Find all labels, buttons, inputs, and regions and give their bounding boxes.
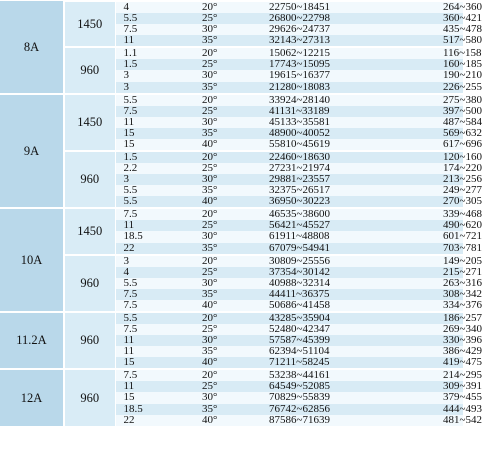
angle-cell: 20°: [196, 312, 243, 324]
pressure-cell: 249~277: [423, 185, 463, 196]
pressure-cell: 270~305: [423, 196, 463, 208]
airflow-cell: 43285~35904: [243, 312, 423, 324]
angle-cell: 35°: [196, 82, 243, 94]
table-row: [0, 255, 463, 267]
airflow-cell: 46535~38600: [243, 208, 423, 220]
power-cell: 15: [115, 128, 196, 139]
model-cell: 11.2A: [0, 312, 64, 369]
power-cell: 2.2: [115, 163, 196, 174]
angle-cell: 25°: [196, 267, 243, 278]
airflow-cell: 64549~52085: [243, 381, 423, 392]
angle-cell: 30°: [196, 70, 243, 81]
power-cell: 4: [115, 267, 196, 278]
airflow-cell: 26800~22798: [243, 13, 423, 24]
model-cell: 10A: [0, 208, 64, 312]
power-cell: 1.5: [115, 59, 196, 70]
pressure-cell: 419~475: [423, 357, 463, 369]
angle-cell: 25°: [196, 13, 243, 24]
angle-cell: 40°: [196, 300, 243, 312]
angle-cell: 30°: [196, 24, 243, 35]
pressure-cell: 275~380: [423, 94, 463, 106]
airflow-cell: 40988~32314: [243, 278, 423, 289]
angle-cell: 35°: [196, 185, 243, 196]
power-cell: 3: [115, 174, 196, 185]
power-cell: 3: [115, 70, 196, 81]
angle-cell: 30°: [196, 117, 243, 128]
speed-cell: 1450: [64, 94, 115, 151]
airflow-cell: 52480~42347: [243, 324, 423, 335]
power-cell: 18.5: [115, 404, 196, 415]
pressure-cell: 703~781: [423, 243, 463, 255]
airflow-cell: 15062~12215: [243, 47, 423, 59]
power-cell: 11: [115, 381, 196, 392]
angle-cell: 30°: [196, 335, 243, 346]
angle-cell: 30°: [196, 278, 243, 289]
angle-cell: 30°: [196, 392, 243, 403]
angle-cell: 35°: [196, 289, 243, 300]
table-row: [0, 312, 463, 324]
airflow-cell: 67079~54941: [243, 243, 423, 255]
angle-cell: 20°: [196, 1, 243, 13]
pressure-cell: 190~210: [423, 70, 463, 81]
airflow-cell: 27231~21974: [243, 163, 423, 174]
power-cell: 7.5: [115, 369, 196, 381]
pressure-cell: 120~160: [423, 151, 463, 163]
pressure-cell: 487~584: [423, 117, 463, 128]
speed-cell: 960: [64, 312, 115, 369]
speed-cell: 960: [64, 369, 115, 426]
airflow-cell: 62394~51104: [243, 346, 423, 357]
table-row: [0, 151, 463, 163]
power-cell: 5.5: [115, 196, 196, 208]
pressure-cell: 397~500: [423, 106, 463, 117]
model-cell: 12A: [0, 369, 64, 426]
angle-cell: 35°: [196, 346, 243, 357]
power-cell: 5.5: [115, 278, 196, 289]
airflow-cell: 50686~41458: [243, 300, 423, 312]
airflow-cell: 56421~45527: [243, 220, 423, 231]
airflow-cell: 41131~33189: [243, 106, 423, 117]
power-cell: 11: [115, 35, 196, 47]
pressure-cell: 226~255: [423, 82, 463, 94]
power-cell: 22: [115, 243, 196, 255]
airflow-cell: 44411~36375: [243, 289, 423, 300]
angle-cell: 20°: [196, 255, 243, 267]
power-cell: 7.5: [115, 324, 196, 335]
angle-cell: 20°: [196, 369, 243, 381]
pressure-cell: 308~342: [423, 289, 463, 300]
angle-cell: 30°: [196, 231, 243, 242]
airflow-cell: 32143~27313: [243, 35, 423, 47]
airflow-cell: 32375~26517: [243, 185, 423, 196]
airflow-cell: 22460~18630: [243, 151, 423, 163]
table-row: [0, 47, 463, 59]
angle-cell: 25°: [196, 324, 243, 335]
power-cell: 5.5: [115, 13, 196, 24]
speed-cell: 960: [64, 47, 115, 93]
pressure-cell: 213~256: [423, 174, 463, 185]
airflow-cell: 36950~30223: [243, 196, 423, 208]
power-cell: 1.5: [115, 151, 196, 163]
pressure-cell: 160~185: [423, 59, 463, 70]
pressure-cell: 601~721: [423, 231, 463, 242]
power-cell: 15: [115, 139, 196, 151]
angle-cell: 25°: [196, 59, 243, 70]
power-cell: 1.1: [115, 47, 196, 59]
pressure-cell: 264~360: [423, 1, 463, 13]
power-cell: 18.5: [115, 231, 196, 242]
pressure-cell: 379~455: [423, 392, 463, 403]
model-cell: 9A: [0, 94, 64, 209]
pressure-cell: 214~295: [423, 369, 463, 381]
table-body: [0, 1, 482, 426]
power-cell: 4: [115, 1, 196, 13]
angle-cell: 25°: [196, 220, 243, 231]
airflow-cell: 55810~45619: [243, 139, 423, 151]
airflow-cell: 37354~30142: [243, 267, 423, 278]
table-row: [0, 1, 463, 13]
airflow-cell: 17743~15095: [243, 59, 423, 70]
pressure-cell: 174~220: [423, 163, 463, 174]
angle-cell: 25°: [196, 106, 243, 117]
airflow-cell: 29626~24737: [243, 24, 423, 35]
pressure-cell: 330~396: [423, 335, 463, 346]
airflow-cell: 61911~48808: [243, 231, 423, 242]
angle-cell: 30°: [196, 174, 243, 185]
angle-cell: 25°: [196, 381, 243, 392]
airflow-cell: 45133~35581: [243, 117, 423, 128]
airflow-cell: 19615~16377: [243, 70, 423, 81]
airflow-cell: 71211~58245: [243, 357, 423, 369]
pressure-cell: 481~542: [423, 415, 463, 426]
power-cell: 7.5: [115, 106, 196, 117]
pressure-cell: 490~620: [423, 220, 463, 231]
airflow-cell: 22750~18451: [243, 1, 423, 13]
pressure-cell: 334~376: [423, 300, 463, 312]
power-cell: 11: [115, 220, 196, 231]
power-cell: 5.5: [115, 312, 196, 324]
power-cell: 7.5: [115, 300, 196, 312]
pressure-cell: 186~257: [423, 312, 463, 324]
pressure-cell: 569~632: [423, 128, 463, 139]
power-cell: 11: [115, 335, 196, 346]
power-cell: 3: [115, 82, 196, 94]
power-cell: 7.5: [115, 289, 196, 300]
pressure-cell: 386~429: [423, 346, 463, 357]
angle-cell: 35°: [196, 128, 243, 139]
angle-cell: 20°: [196, 208, 243, 220]
pressure-cell: 435~478: [423, 24, 463, 35]
table-row: [0, 208, 463, 220]
power-cell: 15: [115, 357, 196, 369]
power-cell: 5.5: [115, 185, 196, 196]
angle-cell: 20°: [196, 151, 243, 163]
airflow-cell: 30809~25556: [243, 255, 423, 267]
airflow-cell: 57587~45399: [243, 335, 423, 346]
angle-cell: 35°: [196, 404, 243, 415]
pressure-cell: 263~316: [423, 278, 463, 289]
speed-cell: 960: [64, 151, 115, 208]
speed-cell: 1450: [64, 1, 115, 47]
pressure-cell: 149~205: [423, 255, 463, 267]
pressure-cell: 339~468: [423, 208, 463, 220]
power-cell: 7.5: [115, 24, 196, 35]
angle-cell: 35°: [196, 35, 243, 47]
power-cell: 3: [115, 255, 196, 267]
power-cell: 7.5: [115, 208, 196, 220]
power-cell: 15: [115, 392, 196, 403]
angle-cell: 40°: [196, 196, 243, 208]
angle-cell: 20°: [196, 47, 243, 59]
angle-cell: 35°: [196, 243, 243, 255]
pressure-cell: 617~696: [423, 139, 463, 151]
angle-cell: 40°: [196, 357, 243, 369]
airflow-cell: 33924~28140: [243, 94, 423, 106]
angle-cell: 40°: [196, 415, 243, 426]
pressure-cell: 309~391: [423, 381, 463, 392]
airflow-cell: 21280~18083: [243, 82, 423, 94]
pressure-cell: 215~271: [423, 267, 463, 278]
airflow-cell: 29881~23557: [243, 174, 423, 185]
pressure-cell: 269~340: [423, 324, 463, 335]
pressure-cell: 444~493: [423, 404, 463, 415]
angle-cell: 40°: [196, 139, 243, 151]
airflow-cell: 70829~55839: [243, 392, 423, 403]
angle-cell: 20°: [196, 94, 243, 106]
model-cell: 8A: [0, 1, 64, 94]
airflow-cell: 87586~71639: [243, 415, 423, 426]
power-cell: 22: [115, 415, 196, 426]
pressure-cell: 116~158: [423, 47, 463, 59]
power-cell: 11: [115, 346, 196, 357]
pressure-cell: 360~421: [423, 13, 463, 24]
pressure-cell: 517~580: [423, 35, 463, 47]
speed-cell: 1450: [64, 208, 115, 254]
table-row: [0, 94, 463, 106]
airflow-cell: 53238~44161: [243, 369, 423, 381]
airflow-cell: 48900~40052: [243, 128, 423, 139]
table-row: [0, 369, 463, 381]
angle-cell: 25°: [196, 163, 243, 174]
airflow-cell: 76742~62856: [243, 404, 423, 415]
power-cell: 11: [115, 117, 196, 128]
power-cell: 5.5: [115, 94, 196, 106]
speed-cell: 960: [64, 255, 115, 312]
